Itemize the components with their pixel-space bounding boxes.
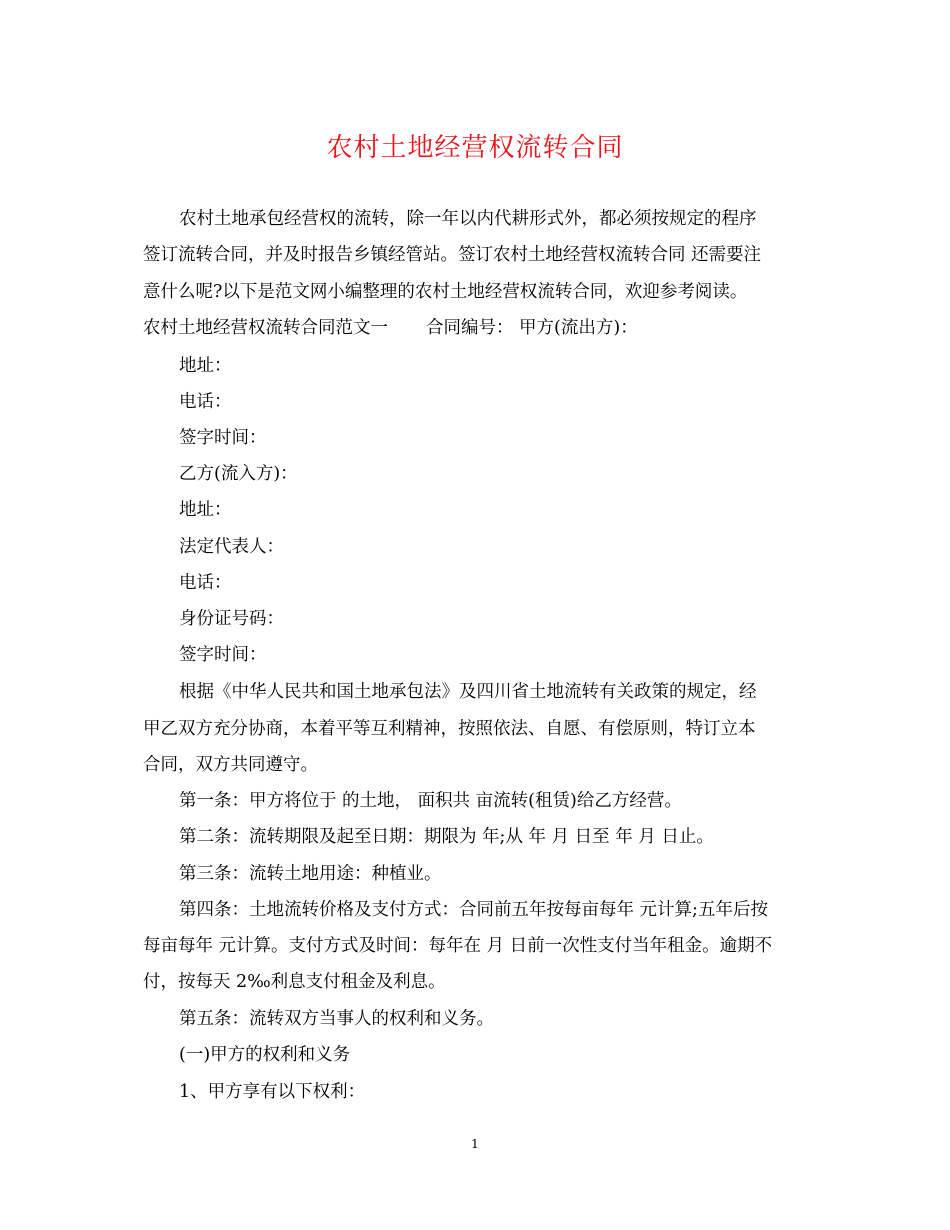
party-b-address: 地址： <box>179 500 232 520</box>
article-1: 第一条：甲方将位于 的土地， 面积共 亩流转(租赁)给乙方经营。 <box>179 791 682 811</box>
party-b-id-number: 身份证号码： <box>179 609 284 629</box>
intro-line-1: 农村土地承包经营权的流转，除一年以内代耕形式外，都必须按规定的程序 <box>179 209 757 229</box>
article-4-line-2: 每亩每年 元计算。支付方式及时间：每年在 月 日前一次性支付当年租金。逾期不 <box>143 936 773 956</box>
party-b-heading: 乙方(流入方)： <box>179 464 298 484</box>
preamble-line-2: 甲乙双方充分协商，本着平等互利精神，按照依法、自愿、有偿原则，特订立本 <box>143 719 756 739</box>
intro-line-2: 签订流转合同，并及时报告乡镇经管站。签订农村土地经营权流转合同 还需要注 <box>143 245 762 265</box>
party-a-address: 地址： <box>179 356 232 376</box>
preamble-line-1: 根据《中华人民共和国土地承包法》及四川省土地流转有关政策的规定，经 <box>179 682 757 702</box>
section-1-heading: (一)甲方的权利和义务 <box>179 1045 351 1065</box>
article-5: 第五条：流转双方当事人的权利和义务。 <box>179 1009 494 1029</box>
party-b-phone: 电话： <box>179 573 232 593</box>
item-1: 1、甲方享有以下权利： <box>179 1082 366 1102</box>
sample-heading-contract-no: 合同编号： 甲方(流出方)： <box>426 318 638 338</box>
sample-heading <box>143 316 638 340</box>
party-b-sign-time: 签字时间： <box>179 645 267 665</box>
document-title: 农村土地经营权流转合同 <box>326 133 624 163</box>
article-3: 第三条：流转土地用途：种植业。 <box>179 864 442 884</box>
article-4-line-3: 付，按每天 2‰利息支付租金及利息。 <box>143 972 446 992</box>
sample-heading-title: 农村土地经营权流转合同范文一 <box>143 318 388 338</box>
party-a-phone: 电话： <box>179 392 232 412</box>
page-number: 1 <box>471 1137 479 1151</box>
article-4-line-1: 第四条：土地流转价格及支付方式：合同前五年按每亩每年 元计算;五年后按 <box>179 900 768 920</box>
preamble-line-3: 合同，双方共同遵守。 <box>143 755 318 775</box>
article-2: 第二条：流转期限及起至日期：期限为 年;从 年 月 日至 年 月 日止。 <box>179 827 714 847</box>
intro-line-3: 意什么呢?以下是范文网小编整理的农村土地经营权流转合同，欢迎参考阅读。 <box>143 282 748 302</box>
party-b-legal-rep: 法定代表人： <box>179 537 284 557</box>
party-a-sign-time: 签字时间： <box>179 428 267 448</box>
